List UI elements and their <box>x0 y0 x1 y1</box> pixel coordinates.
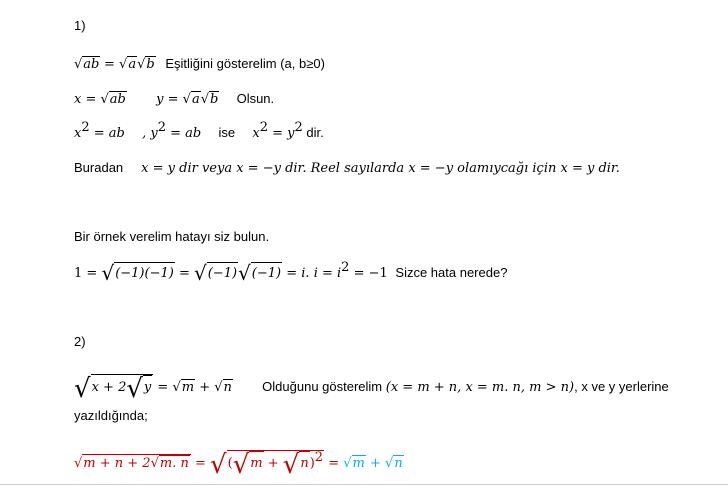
sqrt-m: √m <box>172 380 195 395</box>
sqrt-m-result: √m <box>343 456 365 471</box>
conclusion-math: x = y dir veya x = −y dir. Reel sayılarda x = −y olamıycağı için x = y dir. <box>141 161 620 176</box>
sqrt-ab: √ab <box>74 57 100 72</box>
condition: (x = m + n, x = m. n, m > n) <box>385 380 575 395</box>
sqrt-squared: $√(√m + √n)^2$ <box>210 450 324 480</box>
squares-line: $x^2$ = ab , $y^2$ = ab ise $x^2 = y^2$ dir. <box>74 120 324 141</box>
sqrt-neg1-neg1: √(−1)(−1) <box>101 261 174 285</box>
question-text: Sizce hata nerede? <box>395 265 508 280</box>
let-text: Olsun. <box>236 91 275 106</box>
sqrt-m-n-2sqrt-mn: √m + n + 2√m. n <box>74 456 189 471</box>
section-1-number: 1) <box>74 18 86 33</box>
sqrt-ab-2: √ab <box>100 92 126 107</box>
derivation-red-part: √m + n + 2√m. $n = √(√m + √n)^2$ = <box>74 450 344 480</box>
sqrt-mn: √m. n <box>150 456 189 471</box>
claim-text: Eşitliğini gösterelim (a, b≥0) <box>165 56 325 71</box>
sqrt-b: √b <box>137 57 155 72</box>
claim-line: √ab = √a√b Eşitliğini gösterelim (a, b≥0) <box>74 54 325 75</box>
sqrt-n: √n <box>214 380 232 395</box>
sqrt-neg1-b: √(−1) <box>238 261 282 285</box>
sqrt-m-inner: √m <box>232 450 263 480</box>
sqrt-n-inner: √n <box>282 450 309 480</box>
derivation-blue-part: √m + √n <box>343 455 403 470</box>
let-line: x = √ab y = √a√b Olsun. <box>74 89 274 110</box>
section-2-number: 2) <box>74 334 86 349</box>
sqrt-x-plus-2-sqrt-y: √x + 2√y <box>74 374 152 404</box>
derivation-line <box>74 450 404 480</box>
page-bottom-border <box>0 484 728 485</box>
sqrt-neg1-a: √(−1) <box>193 261 238 285</box>
challenge-text: Bir örnek verelim hatayı siz bulun. <box>74 229 270 244</box>
conclusion-line: Buradan x = y dir veya x = −y dir. Reel sayılarda x = −y olamıycağı için x = y dir. <box>74 160 620 176</box>
sqrt-y: √y <box>126 374 152 404</box>
sqrt-b-2: √b <box>200 92 219 107</box>
sqrt-a: √a <box>119 57 137 72</box>
statement-line: √x + 2√y = √m + √n Olduğunu gösterelim (x = m + n, x = m. n, m > n), x ve y yerlerine <box>74 374 669 404</box>
sqrt-n-result: √n <box>385 456 403 471</box>
continuation-text: yazıldığında; <box>74 408 148 423</box>
example-line: 1 = √(−1)(−1) = √(−1)√(−1) = i. $i = i^2 = -1$ Sizce hata nerede? <box>74 260 508 285</box>
sqrt-a-2: √a <box>182 92 200 107</box>
